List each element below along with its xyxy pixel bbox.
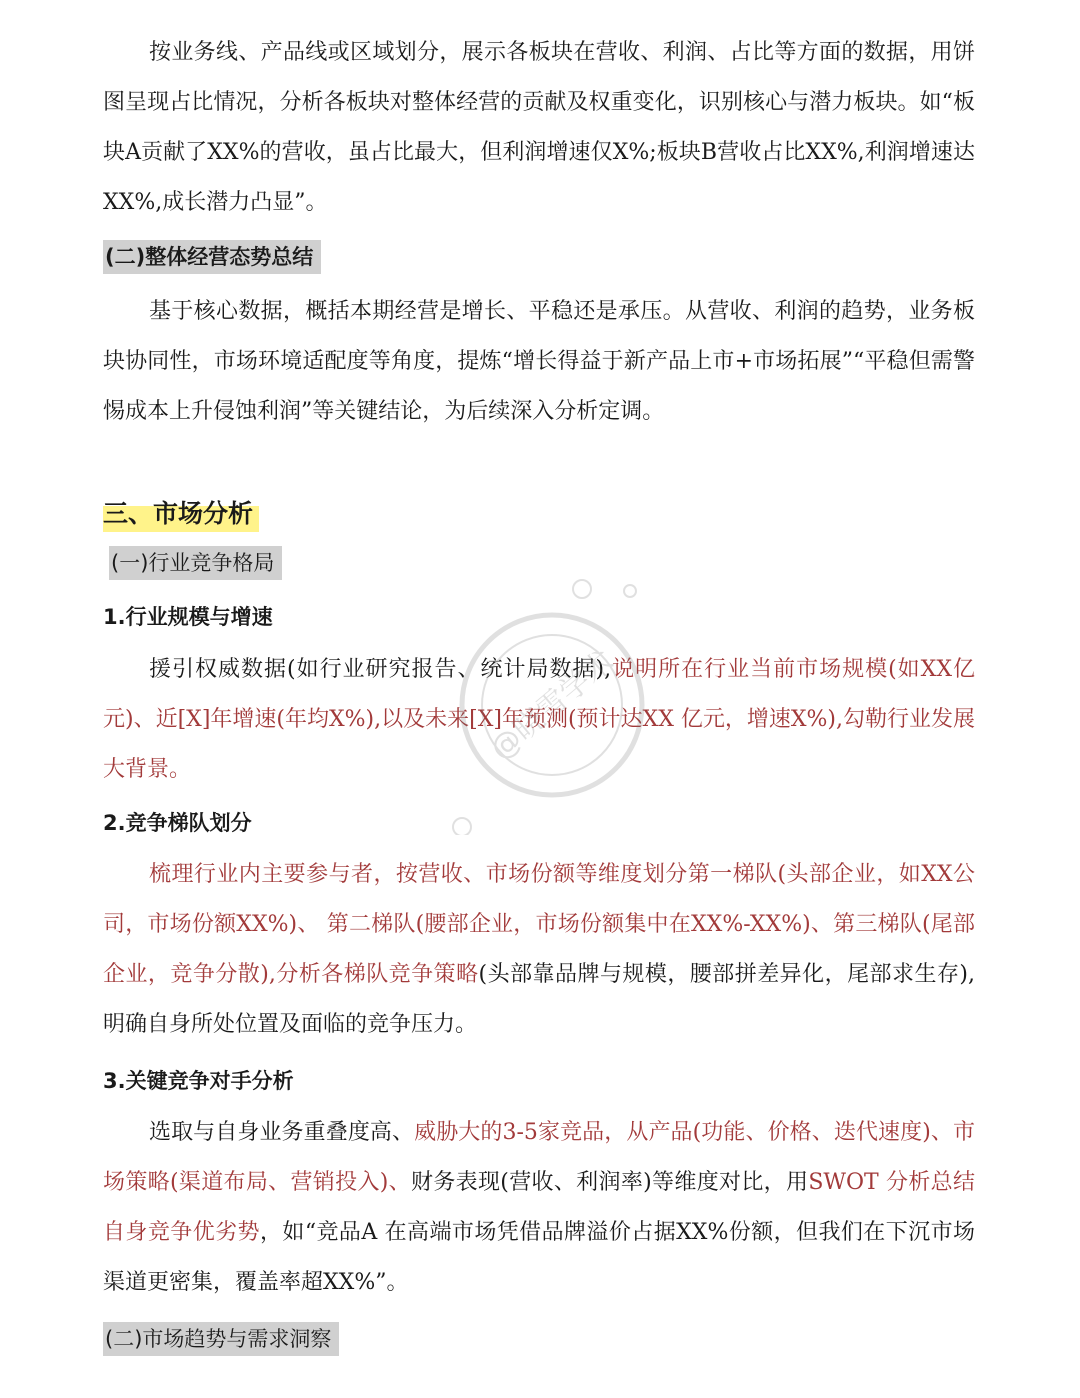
industry-scale-heading: 1.行业规模与增速 xyxy=(103,605,273,629)
watermark-dot-2 xyxy=(624,585,636,597)
competition-tiers-text: (头部靠品牌与规模，腰部拼差异化，尾部求生存),明确自身所处位置及面临的竞争压力。 xyxy=(103,962,976,1037)
watermark-dot-3 xyxy=(453,818,471,835)
key-competitors-text-e: ，如“竞品A 在高端市场凭借品牌溢价占据XX%份额，但我们在下沉市场渠道更密集，覆盖率超XX%”。 xyxy=(103,1220,975,1295)
key-competitors-text-a: 选取与自身业务重叠度高、 xyxy=(149,1120,415,1145)
summary-heading: (二)整体经营态势总结 xyxy=(103,240,321,274)
key-competitors-text-c: 财务表现(营收、利润率)等维度对比，用 xyxy=(411,1170,809,1195)
industry-competition-heading: (一)行业竞争格局 xyxy=(109,546,282,580)
summary-text: 基于核心数据，概括本期经营是增长、平稳还是承压。从营收、利润的趋势，业务板块协同性，市场环境适配度等角度，提炼“增长得益于新产品上市+市场拓展”“平稳但需警惕成本上升侵蚀利润”等关键结论，为后续深入分析定调。 xyxy=(103,299,975,424)
intro-text: 按业务线、产品线或区域划分，展示各板块在营收、利润、占比等方面的数据，用饼图呈现占比情况，分析各板块对整体经营的贡献及权重变化，识别核心与潜力板块。如“板块A贡献了XX%的营收，虽占比最大，但利润增速仅X%;板块B营收占比XX%,利润增速达XX%,成长潜力凸显”。 xyxy=(103,40,975,215)
key-competitors-heading: 3.关键竞争对手分析 xyxy=(103,1069,294,1093)
key-competitors-paragraph xyxy=(103,1108,975,1308)
competition-tiers-red-text: 梳理行业内主要参与者，按营收、市场份额等维度划分第一梯队(头部企业，如XX公司，市场份额XX%)、 第二梯队(腰部企业，市场份额集中在XX%-XX%)、第三梯队(尾部企业，竞争分散),分析各梯队竞争策略 xyxy=(103,862,975,987)
key-competitors-red-text-b: 威胁大的3-5家竞品，从产品(功能、价格、迭代速度)、市场策略(渠道布局、营销投入)、 xyxy=(103,1120,975,1195)
watermark-dot-1 xyxy=(573,580,591,598)
industry-scale-paragraph xyxy=(103,645,975,795)
section-heading-market-analysis: 三、市场分析 xyxy=(103,496,259,532)
industry-scale-red-text: 说明所在行业当前市场规模(如XX亿元)、近[X]年增速(年均X%),以及未来[X]年预测(预计达XX 亿元，增速X%),勾勒行业发展大背景。 xyxy=(103,657,976,782)
competition-tiers-heading: 2.竞争梯队划分 xyxy=(103,811,252,835)
intro-paragraph xyxy=(103,28,975,228)
summary-paragraph xyxy=(103,287,975,437)
competition-tiers-paragraph xyxy=(103,850,975,1050)
key-competitors-red-text-d: SWOT 分析总结自身竞争优劣势 xyxy=(103,1170,976,1245)
industry-scale-text: 援引权威数据(如行业研究报告、统计局数据), xyxy=(149,657,612,682)
watermark-text: @晓雪学术 xyxy=(483,643,622,767)
market-trends-heading: (二)市场趋势与需求洞察 xyxy=(103,1322,339,1356)
